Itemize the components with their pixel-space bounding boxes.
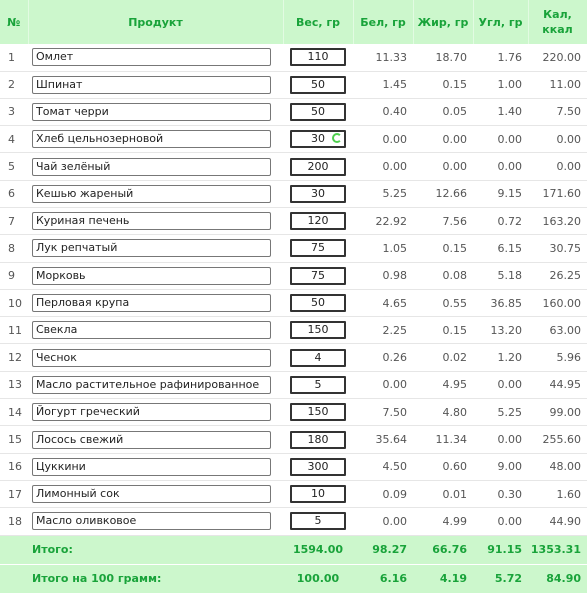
table-body [0, 44, 587, 535]
product-name-input[interactable] [32, 267, 271, 285]
table-row [0, 317, 587, 344]
weight-input[interactable] [290, 158, 346, 176]
row-number: 8 [0, 235, 28, 262]
totals-protein: 98.27 [353, 535, 413, 564]
row-number: 13 [0, 371, 28, 398]
carbs-value: 6.15 [473, 235, 528, 262]
table-row [0, 289, 587, 316]
table-row [0, 453, 587, 480]
carbs-value: 0.30 [473, 480, 528, 507]
table-row [0, 180, 587, 207]
weight-input[interactable] [290, 76, 346, 94]
calories-value: 160.00 [528, 289, 587, 316]
weight-input[interactable] [290, 239, 346, 257]
row-number: 2 [0, 71, 28, 98]
header-product: Продукт [28, 0, 283, 44]
header-num: № [0, 0, 28, 44]
fat-value: 7.56 [413, 207, 473, 234]
product-name-input[interactable] [32, 431, 271, 449]
weight-input[interactable] [290, 212, 346, 230]
fat-value: 18.70 [413, 44, 473, 71]
per100-carbs: 5.72 [473, 564, 528, 593]
row-number: 1 [0, 44, 28, 71]
carbs-value: 5.18 [473, 262, 528, 289]
row-number: 9 [0, 262, 28, 289]
calories-value: 171.60 [528, 180, 587, 207]
calories-value: 0.00 [528, 153, 587, 180]
carbs-value: 0.00 [473, 126, 528, 153]
weight-input[interactable] [290, 485, 346, 503]
protein-value: 0.00 [353, 371, 413, 398]
table-row [0, 207, 587, 234]
fat-value: 12.66 [413, 180, 473, 207]
table-row [0, 126, 587, 153]
row-number: 17 [0, 480, 28, 507]
header-row [0, 0, 587, 44]
weight-field [290, 512, 346, 530]
weight-input[interactable] [290, 376, 346, 394]
carbs-value: 0.00 [473, 426, 528, 453]
protein-value: 0.40 [353, 98, 413, 125]
weight-field [290, 349, 346, 367]
product-name-input[interactable] [32, 103, 271, 121]
row-number: 3 [0, 98, 28, 125]
fat-value: 0.01 [413, 480, 473, 507]
product-name-input[interactable] [32, 48, 271, 66]
weight-input[interactable] [290, 431, 346, 449]
weight-field [290, 185, 346, 203]
calories-value: 7.50 [528, 98, 587, 125]
row-number: 12 [0, 344, 28, 371]
product-name-input[interactable] [32, 130, 271, 148]
fat-value: 0.05 [413, 98, 473, 125]
header-carbs: Угл, гр [473, 0, 528, 44]
calories-value: 163.20 [528, 207, 587, 234]
carbs-value: 1.40 [473, 98, 528, 125]
carbs-value: 0.72 [473, 207, 528, 234]
header-calories [528, 0, 587, 44]
carbs-value: 9.00 [473, 453, 528, 480]
weight-field [290, 294, 346, 312]
weight-input[interactable] [290, 512, 346, 530]
weight-input[interactable] [290, 267, 346, 285]
weight-field [290, 48, 346, 66]
protein-value: 35.64 [353, 426, 413, 453]
product-name-input[interactable] [32, 158, 271, 176]
protein-value: 4.65 [353, 289, 413, 316]
header-calories-line1: Кал, [543, 8, 572, 21]
row-number: 15 [0, 426, 28, 453]
protein-value: 4.50 [353, 453, 413, 480]
carbs-value: 13.20 [473, 317, 528, 344]
weight-input[interactable] [290, 103, 346, 121]
table-row [0, 344, 587, 371]
weight-input[interactable] [290, 321, 346, 339]
fat-value: 0.60 [413, 453, 473, 480]
header-protein: Бел, гр [353, 0, 413, 44]
product-name-input[interactable] [32, 321, 271, 339]
weight-field [290, 431, 346, 449]
fat-value: 0.00 [413, 126, 473, 153]
protein-value: 5.25 [353, 180, 413, 207]
per100-row [0, 564, 587, 593]
fat-value: 0.15 [413, 71, 473, 98]
totals-row [0, 535, 587, 564]
table-row [0, 426, 587, 453]
carbs-value: 0.00 [473, 508, 528, 535]
product-name-input[interactable] [32, 512, 271, 530]
product-name-input[interactable] [32, 239, 271, 257]
totals-label: Итого: [0, 535, 283, 564]
fat-value: 0.08 [413, 262, 473, 289]
product-name-input[interactable] [32, 212, 271, 230]
table-row [0, 480, 587, 507]
weight-input[interactable] [290, 294, 346, 312]
weight-input[interactable] [290, 349, 346, 367]
calories-value: 220.00 [528, 44, 587, 71]
fat-value: 11.34 [413, 426, 473, 453]
calories-value: 1.60 [528, 480, 587, 507]
carbs-value: 0.00 [473, 371, 528, 398]
product-name-input[interactable] [32, 403, 271, 421]
weight-field [290, 76, 346, 94]
fat-value: 0.55 [413, 289, 473, 316]
fat-value: 0.15 [413, 235, 473, 262]
table-row [0, 399, 587, 426]
protein-value: 0.09 [353, 480, 413, 507]
weight-input[interactable] [290, 403, 346, 421]
row-number: 11 [0, 317, 28, 344]
fat-value: 0.00 [413, 153, 473, 180]
table-row [0, 98, 587, 125]
protein-value: 0.00 [353, 153, 413, 180]
weight-field [290, 458, 346, 476]
calories-value: 63.00 [528, 317, 587, 344]
protein-value: 11.33 [353, 44, 413, 71]
calories-value: 11.00 [528, 71, 587, 98]
fat-value: 0.15 [413, 317, 473, 344]
protein-value: 0.00 [353, 126, 413, 153]
protein-value: 7.50 [353, 399, 413, 426]
table-row [0, 262, 587, 289]
per100-label: Итого на 100 грамм: [0, 564, 283, 593]
carbs-value: 36.85 [473, 289, 528, 316]
product-name-input[interactable] [32, 76, 271, 94]
carbs-value: 1.00 [473, 71, 528, 98]
row-number: 16 [0, 453, 28, 480]
row-number: 10 [0, 289, 28, 316]
row-number: 6 [0, 180, 28, 207]
table-row [0, 153, 587, 180]
carbs-value: 1.76 [473, 44, 528, 71]
per100-calories: 84.90 [528, 564, 587, 593]
weight-field [290, 130, 346, 148]
carbs-value: 1.20 [473, 344, 528, 371]
row-number: 5 [0, 153, 28, 180]
table-row [0, 44, 587, 71]
row-number: 14 [0, 399, 28, 426]
table-row [0, 71, 587, 98]
fat-value: 0.02 [413, 344, 473, 371]
weight-input[interactable] [290, 48, 346, 66]
per100-protein: 6.16 [353, 564, 413, 593]
weight-input[interactable] [290, 185, 346, 203]
per100-fat: 4.19 [413, 564, 473, 593]
calories-value: 0.00 [528, 126, 587, 153]
row-number: 7 [0, 207, 28, 234]
protein-value: 1.05 [353, 235, 413, 262]
product-name-input[interactable] [32, 185, 271, 203]
calories-value: 30.75 [528, 235, 587, 262]
product-name-input[interactable] [32, 294, 271, 312]
carbs-value: 0.00 [473, 153, 528, 180]
carbs-value: 5.25 [473, 399, 528, 426]
weight-field [290, 212, 346, 230]
totals-carbs: 91.15 [473, 535, 528, 564]
calories-value: 44.90 [528, 508, 587, 535]
protein-value: 0.98 [353, 262, 413, 289]
weight-field [290, 321, 346, 339]
fat-value: 4.80 [413, 399, 473, 426]
weight-field [290, 403, 346, 421]
protein-value: 2.25 [353, 317, 413, 344]
table-row [0, 508, 587, 535]
per100-weight: 100.00 [283, 564, 353, 593]
calories-value: 44.95 [528, 371, 587, 398]
calories-value: 5.96 [528, 344, 587, 371]
calories-value: 255.60 [528, 426, 587, 453]
weight-field [290, 158, 346, 176]
protein-value: 0.26 [353, 344, 413, 371]
header-calories-line2: ккал [542, 23, 573, 36]
header-fat: Жир, гр [413, 0, 473, 44]
weight-field [290, 485, 346, 503]
weight-input[interactable] [290, 458, 346, 476]
product-name-input[interactable] [32, 458, 271, 476]
calories-value: 26.25 [528, 262, 587, 289]
weight-field [290, 267, 346, 285]
product-name-input[interactable] [32, 376, 271, 394]
calories-value: 99.00 [528, 399, 587, 426]
protein-value: 0.00 [353, 508, 413, 535]
totals-calories: 1353.31 [528, 535, 587, 564]
row-number: 18 [0, 508, 28, 535]
table-row [0, 235, 587, 262]
calories-value: 48.00 [528, 453, 587, 480]
table-row [0, 371, 587, 398]
fat-value: 4.99 [413, 508, 473, 535]
protein-value: 1.45 [353, 71, 413, 98]
carbs-value: 9.15 [473, 180, 528, 207]
totals-fat: 66.76 [413, 535, 473, 564]
totals-weight: 1594.00 [283, 535, 353, 564]
weight-field [290, 239, 346, 257]
product-name-input[interactable] [32, 485, 271, 503]
fat-value: 4.95 [413, 371, 473, 398]
weight-field [290, 103, 346, 121]
header-weight: Вес, гр [283, 0, 353, 44]
product-name-input[interactable] [32, 349, 271, 367]
weight-field [290, 376, 346, 394]
protein-value: 22.92 [353, 207, 413, 234]
row-number: 4 [0, 126, 28, 153]
